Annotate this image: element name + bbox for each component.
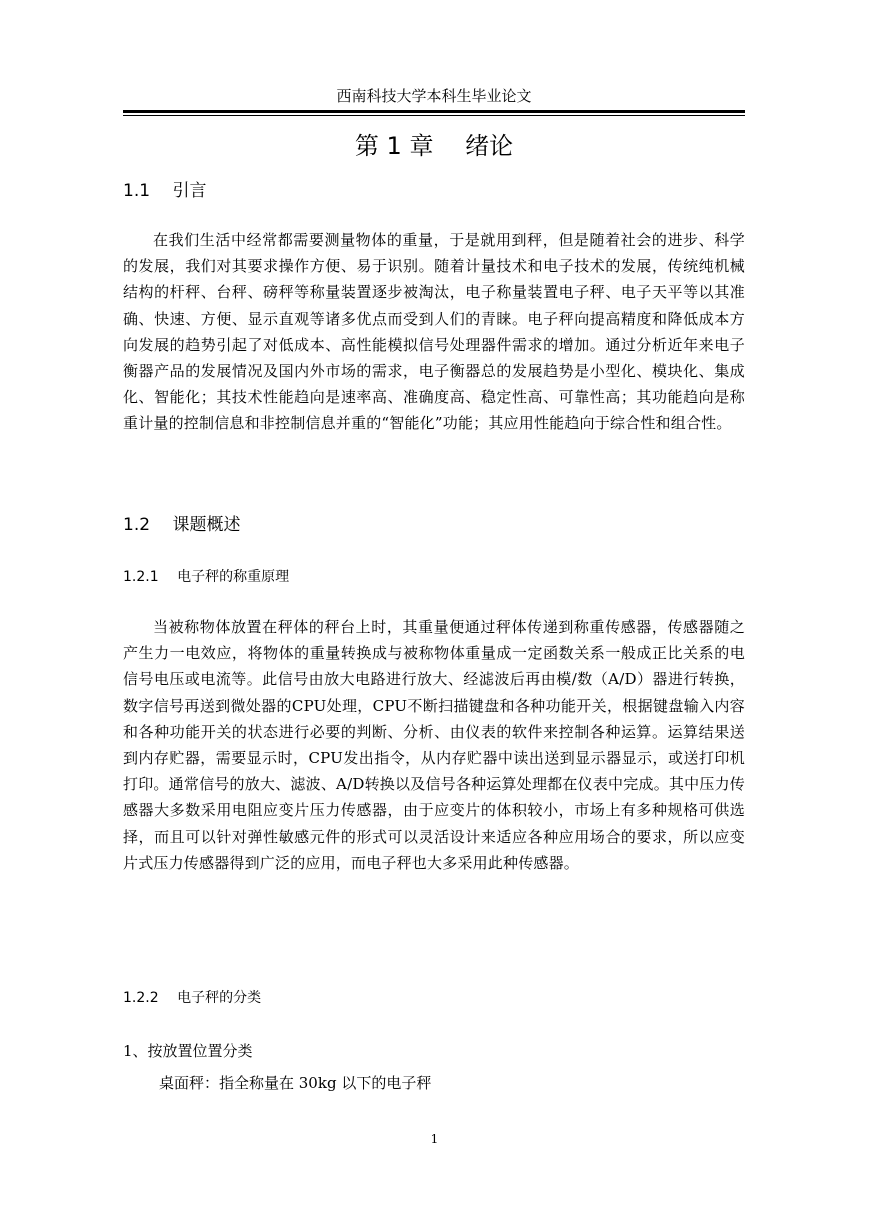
running-header-title: 西南科技大学本科生毕业论文 (336, 87, 532, 105)
header-rule-thin (123, 115, 745, 116)
page-number: 1 (430, 1132, 439, 1146)
subsection-heading-classification: 1.2.2 电子秤的分类 (123, 990, 262, 1006)
list-item-placement: 1、按放置位置分类 (123, 1042, 253, 1060)
section-heading-intro: 1.1 引言 (123, 181, 207, 201)
list-item-desktop-scale: 桌面秤：指全称量在 30kg 以下的电子秤 (159, 1074, 432, 1092)
paragraph-intro: 在我们生活中经常都需要测量物体的重量，于是就用到秤，但是随着社会的进步、科学的发展，我们对其要求操作方便、易于识别。随着计量技术和电子技术的发展，传统纯机械结构的杆秤、台秤、磅秤等称量装置逐步被淘汰，电子称量装置电子秤、电子天平等以其准确、快速、方便、显示直观等诸多优点而受到人们的青睐。电子秤向提高精度和降低成本方向发展的趋势引起了对低成本、高性能模拟信号处理器件需求的增加。通过分析近年来电子衡器产品的发展情况及国内外市场的需求，电子衡器总的发展趋势是小型化、模块化、集成化、智能化；其技术性能趋向是速率高、准确度高、稳定性高、可靠性高；其功能趋向是称重计量的控制信息和非控制信息并重的“智能化”功能；其应用性能趋向于综合性和组合性。 (123, 231, 745, 433)
section-heading-overview: 1.2 课题概述 (123, 515, 241, 535)
subsection-heading-principle: 1.2.1 电子秤的称重原理 (123, 569, 290, 585)
paragraph-principle: 当被称物体放置在秤体的秤台上时，其重量便通过秤体传递到称重传感器，传感器随之产生力一电效应，将物体的重量转换成与被称物体重量成一定函数关系一般成正比关系的电信号电压或电流等。此信号由放大电路进行放大、经滤波后再由模/数（A/D）器进行转换，数字信号再送到微处器的CPU处理，CPU不断扫描键盘和各种功能开关，根据键盘输入内容和各种功能开关的状态进行必要的判断、分析、由仪表的软件来控制各种运算。运算结果送到内存贮器，需要显示时，CPU发出指令，从内存贮器中读出送到显示器显示，或送打印机打印。通常信号的放大、滤波、A/D转换以及信号各种运算处理都在仪表中完成。其中压力传感器大多数采用电阻应变片压力传感器，由于应变片的体积较小，市场上有多种规格可供选择，而且可以针对弹性敏感元件的形式可以灵活设计来适应各种应用场合的要求，所以应变片式压力传感器得到广泛的应用，而电子秤也大多采用此种传感器。 (123, 618, 745, 872)
header-rule-thick (123, 110, 745, 113)
chapter-title: 第 1 章 绪论 (354, 132, 514, 160)
